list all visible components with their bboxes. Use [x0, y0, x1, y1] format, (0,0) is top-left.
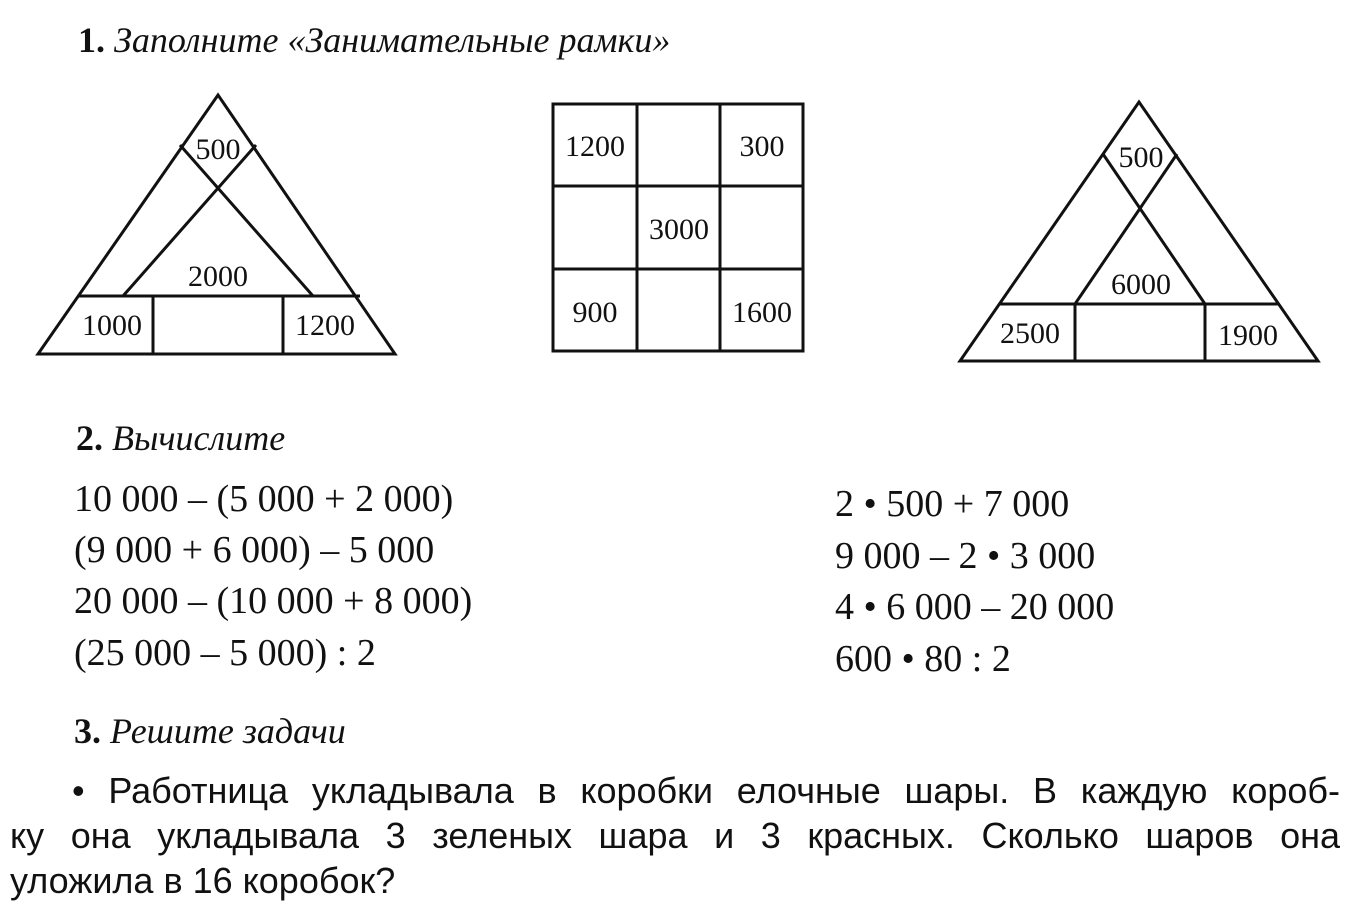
expression-right-3: 4 • 6 000 – 20 000	[835, 586, 1115, 628]
section-3-title: Решите задачи	[110, 711, 346, 751]
section-2-heading	[76, 420, 285, 456]
square-cell-9: 1600	[732, 296, 792, 329]
section-2-title: Вычислите	[112, 418, 286, 458]
section-1-number: 1.	[78, 20, 105, 60]
square-cell-1: 1200	[565, 130, 625, 163]
square-cell-7: 900	[572, 296, 618, 329]
section-1-title: Заполните «Занимательные рамки»	[114, 20, 671, 60]
right-triangle-center-value: 6000	[1111, 268, 1171, 301]
expression-left-3: 20 000 – (10 000 + 8 000)	[74, 580, 473, 622]
right-triangle-top-value: 500	[1118, 141, 1164, 174]
task-line-1: • Работница укладывала в коробки елочные шары. В каждую короб-	[72, 770, 1340, 811]
expression-right-2: 9 000 – 2 • 3 000	[835, 535, 1096, 577]
expression-left-4: (25 000 – 5 000) : 2	[74, 632, 376, 674]
square-cell-5: 3000	[649, 213, 709, 246]
left-triangle-center-value: 2000	[188, 260, 248, 293]
task-line-3: уложила в 16 коробок?	[10, 860, 396, 901]
left-triangle-bottom-right-value: 1200	[295, 309, 355, 342]
task-line-2: ку она укладывала 3 зеленых шара и 3 красных. Сколько шаров она	[10, 815, 1340, 856]
left-triangle-bottom-left-value: 1000	[82, 309, 142, 342]
expression-left-2: (9 000 + 6 000) – 5 000	[74, 529, 435, 571]
expression-right-1: 2 • 500 + 7 000	[835, 483, 1070, 525]
section-3-heading	[74, 713, 346, 749]
right-triangle-bottom-right-value: 1900	[1218, 319, 1278, 352]
left-triangle-top-value: 500	[195, 133, 241, 166]
right-triangle-bottom-left-value: 2500	[1000, 317, 1060, 350]
expression-right-4: 600 • 80 : 2	[835, 638, 1011, 680]
square-cell-3: 300	[739, 130, 785, 163]
task-text	[10, 768, 1340, 903]
section-3-number: 3.	[74, 711, 101, 751]
expression-left-1: 10 000 – (5 000 + 2 000)	[74, 478, 454, 520]
section-2-number: 2.	[76, 418, 103, 458]
